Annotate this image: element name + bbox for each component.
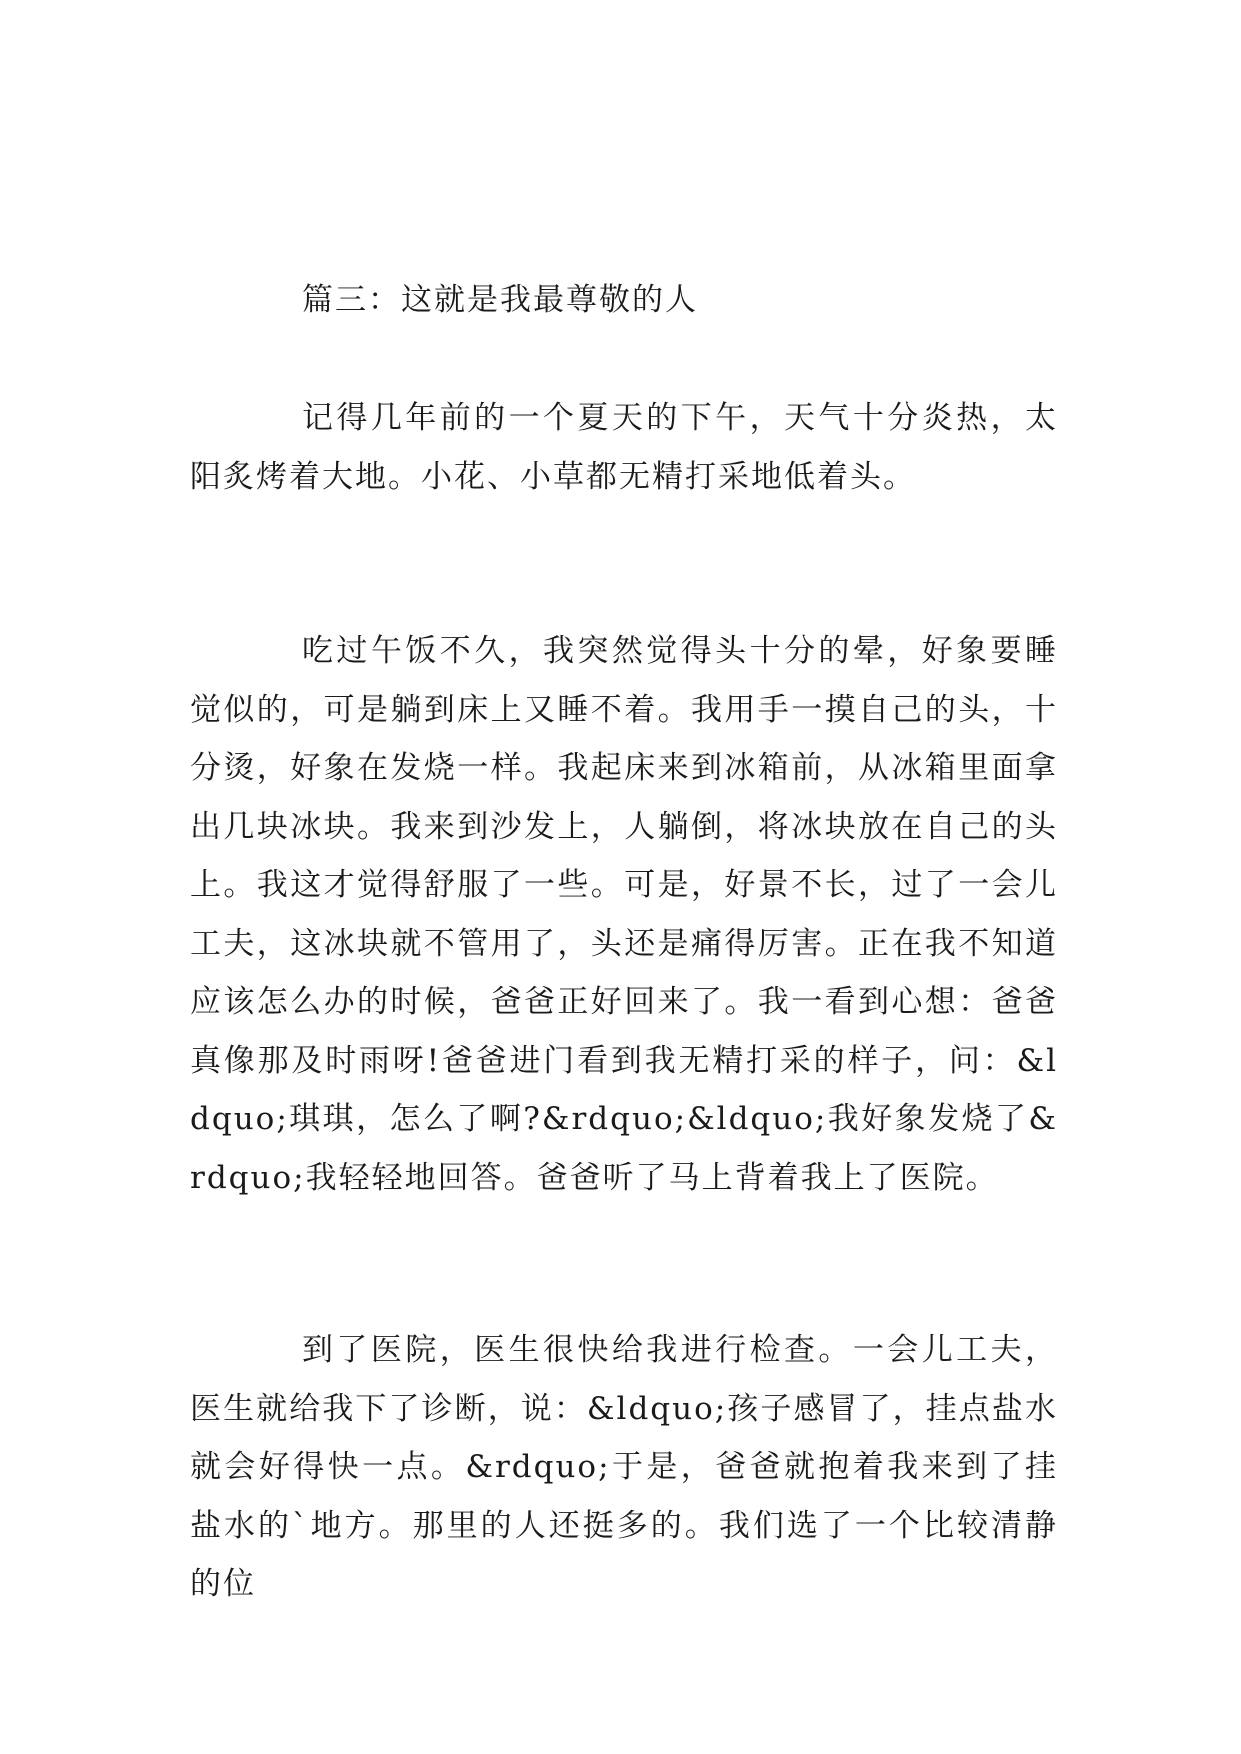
document-title: 篇三：这就是我最尊敬的人 <box>302 282 698 318</box>
paragraph-2: 吃过午饭不久，我突然觉得头十分的晕，好象要睡觉似的，可是躺到床上又睡不着。我用手一摸自己的头，十分烫，好象在发烧一样。我起床来到冰箱前，从冰箱里面拿出几块冰块。我来到沙发上，人躺倒，将冰块放在自己的头上。我这才觉得舒服了一些。可是，好景不长，过了一会儿工夫，这冰块就不管用了，头还是痛得厉害。正在我不知道应该怎么办的时候，爸爸正好回来了。我一看到心想：爸爸真像那及时雨呀!爸爸进门看到我无精打采的样子，问：&ldquo;琪琪，怎么了啊?&rdquo;&ldquo;我好象发烧了&rdquo;我轻轻地回答。爸爸听了马上背着我上了医院。 <box>190 633 1058 1196</box>
paragraph-3: 到了医院，医生很快给我进行检查。一会儿工夫，医生就给我下了诊断，说：&ldquo;孩子感冒了，挂点盐水就会好得快一点。&rdquo;于是，爸爸就抱着我来到了挂盐水的`地方。那里的人还挺多的。我们选了一个比较清静的位 <box>190 1332 1058 1602</box>
paragraph-1: 记得几年前的一个夏天的下午，天气十分炎热，太阳炙烤着大地。小花、小草都无精打采地低着头。 <box>190 400 1058 495</box>
